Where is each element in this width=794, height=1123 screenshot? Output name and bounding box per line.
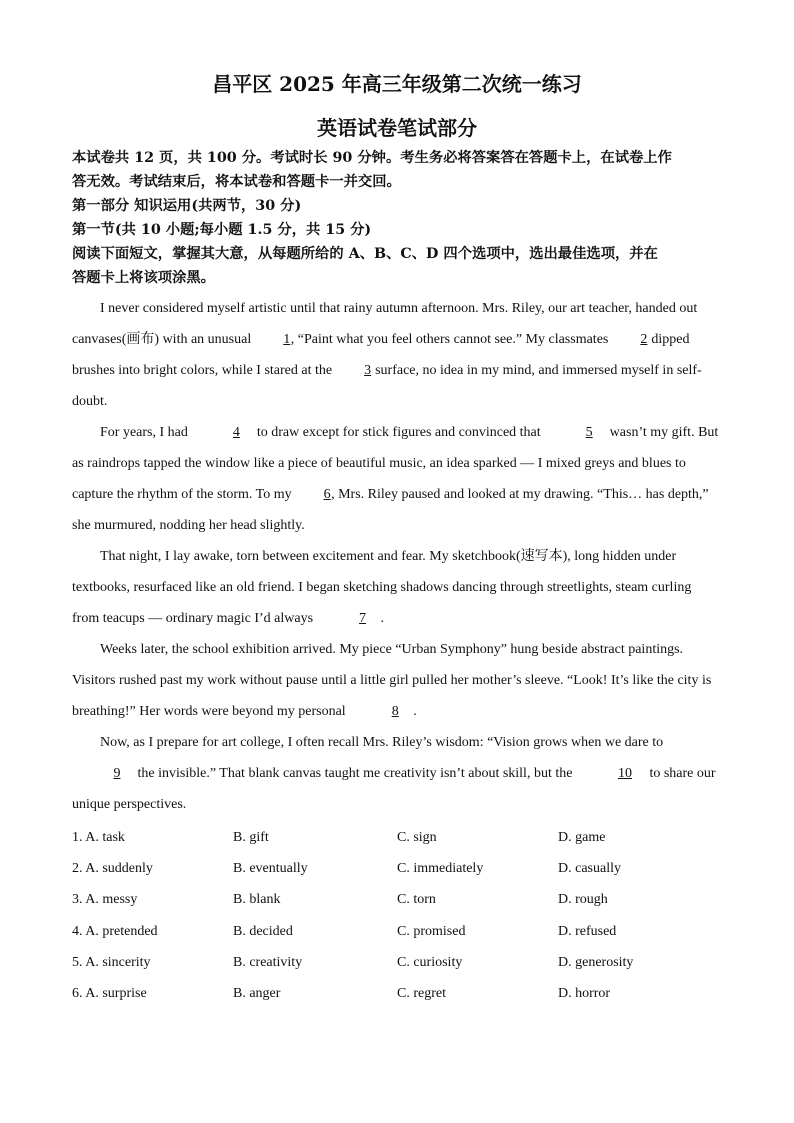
- option-b: B. creativity: [233, 955, 303, 970]
- option-c: C. regret: [397, 986, 446, 1001]
- option-a: 4. A. pretended: [72, 924, 158, 939]
- passage-paragraph: That night, I lay awake, torn between excitement and fear. My sketchbook(速写本), long hidden under textbooks, resurfaced like an old friend. I began sketching shadows dancing through streetlights, steam curling from teacups — ordinary magic I’d always 7 .: [72, 541, 722, 634]
- passage-paragraph: Weeks later, the school exhibition arrived. My piece “Urban Symphony” hung beside abstract paintings. Visitors rushed past my work without pause until a little girl pulled her mother’s sleeve. “Look! It’s like the city is breathing!” Her words were beyond my personal 8 .: [72, 634, 722, 727]
- exam-subtitle: 英语试卷笔试部分: [317, 116, 477, 140]
- blank-10: 10: [617, 766, 632, 781]
- cloze-passage: [72, 293, 722, 820]
- option-c: C. immediately: [397, 861, 484, 876]
- option-row-5: [72, 955, 732, 975]
- option-d: D. game: [558, 830, 606, 845]
- blank-8: 8: [391, 704, 399, 719]
- instructions-block: [72, 146, 732, 290]
- option-c: C. promised: [397, 924, 466, 939]
- blank-7: 7: [359, 611, 367, 626]
- blank-9: 9: [113, 766, 121, 781]
- option-b: B. anger: [233, 986, 281, 1001]
- passage-paragraph: Now, as I prepare for art college, I often recall Mrs. Riley’s wisdom: “Vision grows when we dare to 9 the invisible.” That blank canvas taught me creativity isn’t about skill, but the 10 to share our unique perspectives.: [72, 735, 716, 812]
- option-c: C. torn: [397, 892, 436, 907]
- option-c: C. curiosity: [397, 955, 463, 970]
- instructions-line: 本试卷共 12 页，共 100 分。考试时长 90 分钟。考生务必将答案答在答题卡上，在试卷上作: [72, 150, 672, 166]
- section-heading: 第一节(共 10 小题;每小题 1.5 分，共 15 分): [72, 222, 372, 238]
- blank-4: 4: [232, 425, 240, 440]
- blank-5: 5: [585, 425, 593, 440]
- option-b: B. gift: [233, 830, 269, 845]
- directions-line: 阅读下面短文，掌握其大意，从每题所给的 A、B、C、D 四个选项中，选出最佳选项，并在: [72, 246, 658, 262]
- option-row-3: [72, 892, 732, 912]
- option-b: B. decided: [233, 924, 293, 939]
- option-d: D. generosity: [558, 955, 634, 970]
- directions-line: 答题卡上将该项涂黑。: [72, 270, 215, 286]
- exam-title: 昌平区 2025 年高三年级第二次统一练习: [212, 72, 582, 96]
- blank-2: 2: [640, 332, 648, 347]
- blank-3: 3: [364, 363, 372, 378]
- option-a: 1. A. task: [72, 830, 125, 845]
- option-a: 5. A. sincerity: [72, 955, 151, 970]
- option-d: D. horror: [558, 986, 611, 1001]
- option-row-6: [72, 986, 732, 1006]
- option-c: C. sign: [397, 830, 437, 845]
- option-d: D. casually: [558, 861, 621, 876]
- option-row-2: [72, 861, 732, 881]
- option-row-1: [72, 830, 732, 850]
- instructions-line: 答无效。考试结束后，将本试卷和答题卡一并交回。: [72, 174, 401, 190]
- passage-paragraph: I never considered myself artistic until that rainy autumn afternoon. Mrs. Riley, our art teacher, handed out canvases(画布) with an unusual 1, “Paint what you feel others cannot see.” My classmates 2 dipped brushes into bright colors, while I stared at the 3 surface, no idea in my mind, and immersed myself in self-doubt.: [72, 301, 702, 409]
- part-heading: 第一部分 知识运用(共两节，30 分): [72, 198, 302, 214]
- option-d: D. rough: [558, 892, 608, 907]
- blank-1: 1: [283, 332, 291, 347]
- option-a: 2. A. suddenly: [72, 861, 153, 876]
- option-b: B. eventually: [233, 861, 308, 876]
- option-a: 6. A. surprise: [72, 986, 147, 1001]
- passage-paragraph: For years, I had 4 to draw except for stick figures and convinced that 5 wasn’t my gift. But as raindrops tapped the window like a piece of beautiful music, an idea sparked — I mixed greys and blues to capture the rhythm of the storm. To my 6, Mrs. Riley paused and looked at my drawing. “This… has depth,” she murmured, nodding her head slightly.: [72, 417, 722, 541]
- option-a: 3. A. messy: [72, 892, 138, 907]
- option-row-4: [72, 924, 732, 944]
- option-d: D. refused: [558, 924, 617, 939]
- blank-6: 6: [323, 487, 331, 502]
- option-b: B. blank: [233, 892, 281, 907]
